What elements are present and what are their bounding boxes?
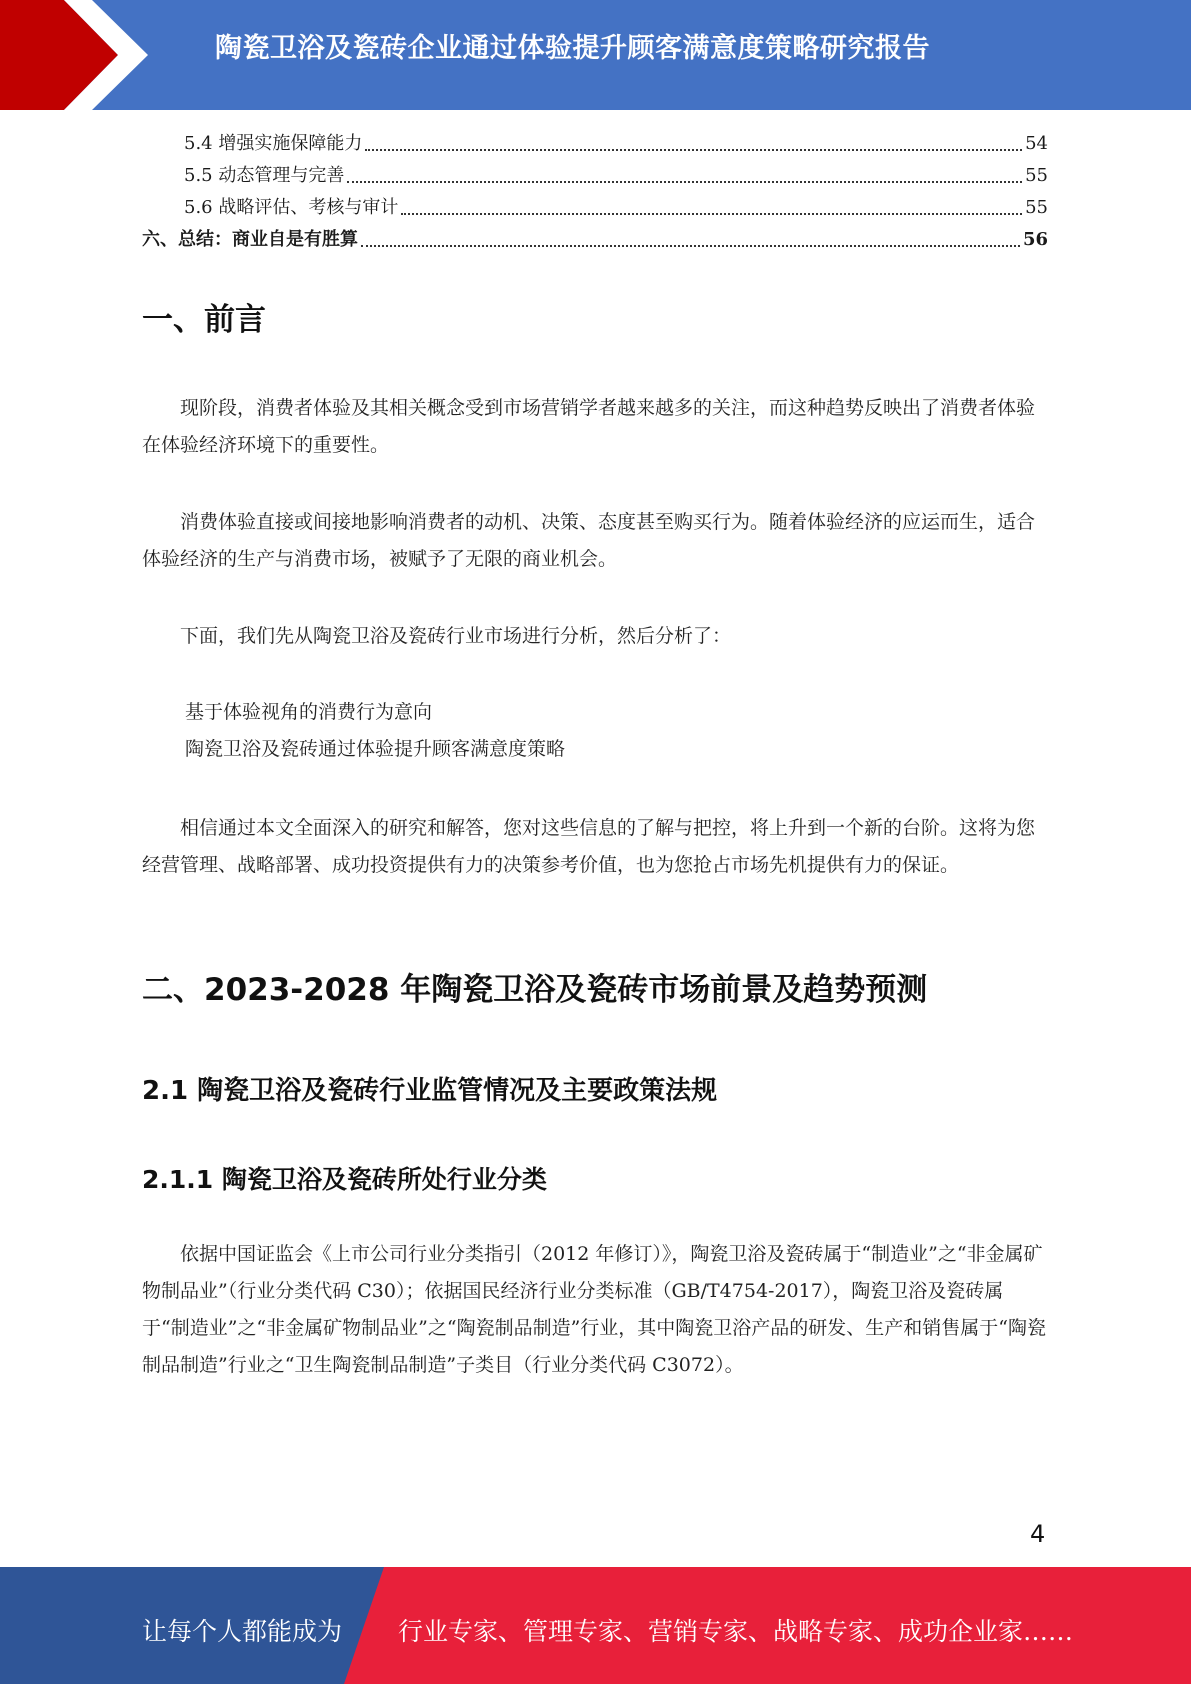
toc-item[interactable] (142, 160, 1048, 192)
footer-slogan-left: 让每个人都能成为 (142, 1617, 343, 1646)
toc-item-label: 5.4 增强实施保障能力 (184, 133, 363, 154)
toc-item-label: 5.5 动态管理与完善 (184, 165, 345, 186)
subsubsection-heading: 2.1.1 陶瓷卫浴及瓷砖所处行业分类 (142, 1165, 547, 1194)
toc-leader-dots (365, 149, 1022, 151)
toc-item-label: 六、总结：商业自是有胜算 (142, 229, 358, 250)
section-heading-preface: 一、前言 (142, 302, 266, 338)
document-title: 陶瓷卫浴及瓷砖企业通过体验提升顾客满意度策略研究报告 (215, 33, 930, 64)
paragraph: 下面，我们先从陶瓷卫浴及瓷砖行业市场进行分析，然后分析了： (180, 625, 732, 647)
toc-item-page: 56 (1022, 229, 1048, 250)
toc-item-page: 54 (1025, 133, 1048, 154)
toc-item-page: 55 (1025, 197, 1048, 218)
toc-leader-dots (361, 245, 1020, 247)
toc-item-label: 5.6 战略评估、考核与审计 (184, 197, 399, 218)
paragraph: 现阶段，消费者体验及其相关概念受到市场营销学者越来越多的关注，而这种趋势反映出了消费者体验在体验经济环境下的重要性。 (142, 397, 1036, 456)
page-number: 4 (1030, 1520, 1046, 1548)
header-banner (0, 0, 1191, 110)
header-arrow-icon (0, 0, 160, 110)
footer-banner (0, 1567, 1191, 1684)
toc-item-page: 55 (1025, 165, 1048, 186)
list-item: 陶瓷卫浴及瓷砖通过体验提升顾客满意度策略 (185, 738, 566, 760)
toc-item[interactable] (142, 128, 1048, 160)
section-heading-forecast: 二、2023-2028 年陶瓷卫浴及瓷砖市场前景及趋势预测 (142, 972, 928, 1008)
list-item: 基于体验视角的消费行为意向 (185, 701, 433, 723)
toc-item[interactable] (142, 224, 1048, 256)
paragraph: 相信通过本文全面深入的研究和解答，您对这些信息的了解与把控，将上升到一个新的台阶。这将为您经营管理、战略部署、成功投资提供有力的决策参考价值，也为您抢占市场先机提供有力的保证。 (142, 817, 1036, 876)
footer-slogan-right: 行业专家、管理专家、营销专家、战略专家、成功企业家…… (398, 1617, 1074, 1646)
table-of-contents (142, 128, 1048, 256)
toc-leader-dots (401, 213, 1022, 215)
analysis-list (185, 694, 565, 768)
subsection-heading: 2.1 陶瓷卫浴及瓷砖行业监管情况及主要政策法规 (142, 1076, 718, 1106)
toc-item[interactable] (142, 192, 1048, 224)
paragraph: 依据中国证监会《上市公司行业分类指引（2012 年修订）》，陶瓷卫浴及瓷砖属于“制造业”之“非金属矿物制品业”（行业分类代码 C30）；依据国民经济行业分类标准（GB/T4754-2017），陶瓷卫浴及瓷砖属于“制造业”之“非金属矿物制品业”之“陶瓷制品制造”行业，其中陶瓷卫浴产品的研发、生产和销售属于“陶瓷制品制造”行业之“卫生陶瓷制品制造”子类目（行业分类代码 C3072）。 (142, 1243, 1046, 1376)
paragraph: 消费体验直接或间接地影响消费者的动机、决策、态度甚至购买行为。随着体验经济的应运而生，适合体验经济的生产与消费市场，被赋予了无限的商业机会。 (142, 511, 1036, 570)
toc-leader-dots (347, 181, 1022, 183)
